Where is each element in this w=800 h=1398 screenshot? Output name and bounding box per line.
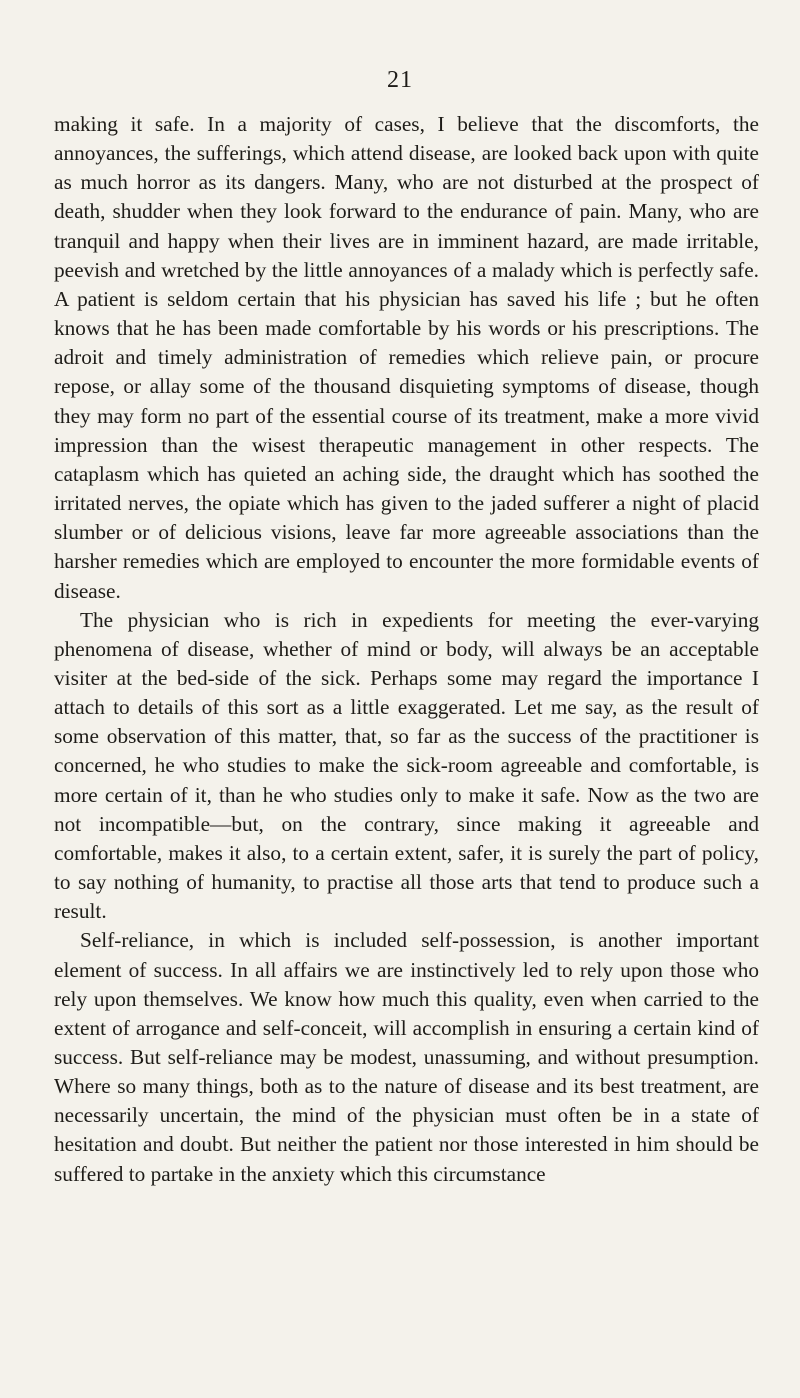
- page-number: 21: [387, 67, 413, 93]
- body-text: [54, 110, 759, 1189]
- paragraph-2: The physician who is rich in expedients for meeting the ever-varying phenomena of disease, whether of mind or body, will always be an acceptable visiter at the bed-side of the sick. Perhaps some may regard the importance I attach to details of this sort as a little exaggerated. Let me say, as the result of some observation of this matter, that, so far as the success of the practitioner is concerned, he who studies to make the sick-room agreeable and comfortable, is more certain of it, than he who studies only to make it safe. Now as the two are not incompatible—but, on the contrary, since making it agreeable and comfortable, makes it also, to a certain extent, safer, it is surely the part of policy, to say nothing of humanity, to practise all those arts that tend to produce such a result.: [54, 607, 759, 924]
- paragraph-3: Self-reliance, in which is included self-possession, is another important element of success. In all affairs we are instinctively led to rely upon those who rely upon themselves. We know how much this quality, even when carried to the extent of arrogance and self-conceit, will accomplish in ensuring a certain kind of success. But self-reliance may be modest, unassuming, and without presumption. Where so many things, both as to the nature of disease and its best treatment, are necessarily uncertain, the mind of the physician must often be in a state of hesitation and doubt. But neither the patient nor those interested in him should be suffered to partake in the anxiety which this circumstance: [54, 928, 759, 1186]
- paragraph-1: making it safe. In a majority of cases, I believe that the discomforts, the annoyances, the sufferings, which attend disease, are looked back upon with quite as much horror as its dangers. Many, who are not disturbed at the prospect of death, shudder when they look forward to the endurance of pain. Many, who are tranquil and happy when their lives are in imminent hazard, are made irritable, peevish and wretched by the little annoyances of a malady which is perfectly safe. A patient is seldom certain that his physician has saved his life ; but he often knows that he has been made comfortable by his words or his prescriptions. The adroit and timely administration of remedies which relieve pain, or procure repose, or allay some of the thousand disquieting symptoms of disease, though they may form no part of the essential course of its treatment, make a more vivid impression than the wisest therapeutic management in other respects. The cataplasm which has quieted an aching side, the draught which has soothed the irritated nerves, the opiate which has given to the jaded sufferer a night of placid slumber or of delicious visions, leave far more agreeable associations than the harsher remedies which are employed to encounter the more formidable events of disease.: [54, 112, 759, 603]
